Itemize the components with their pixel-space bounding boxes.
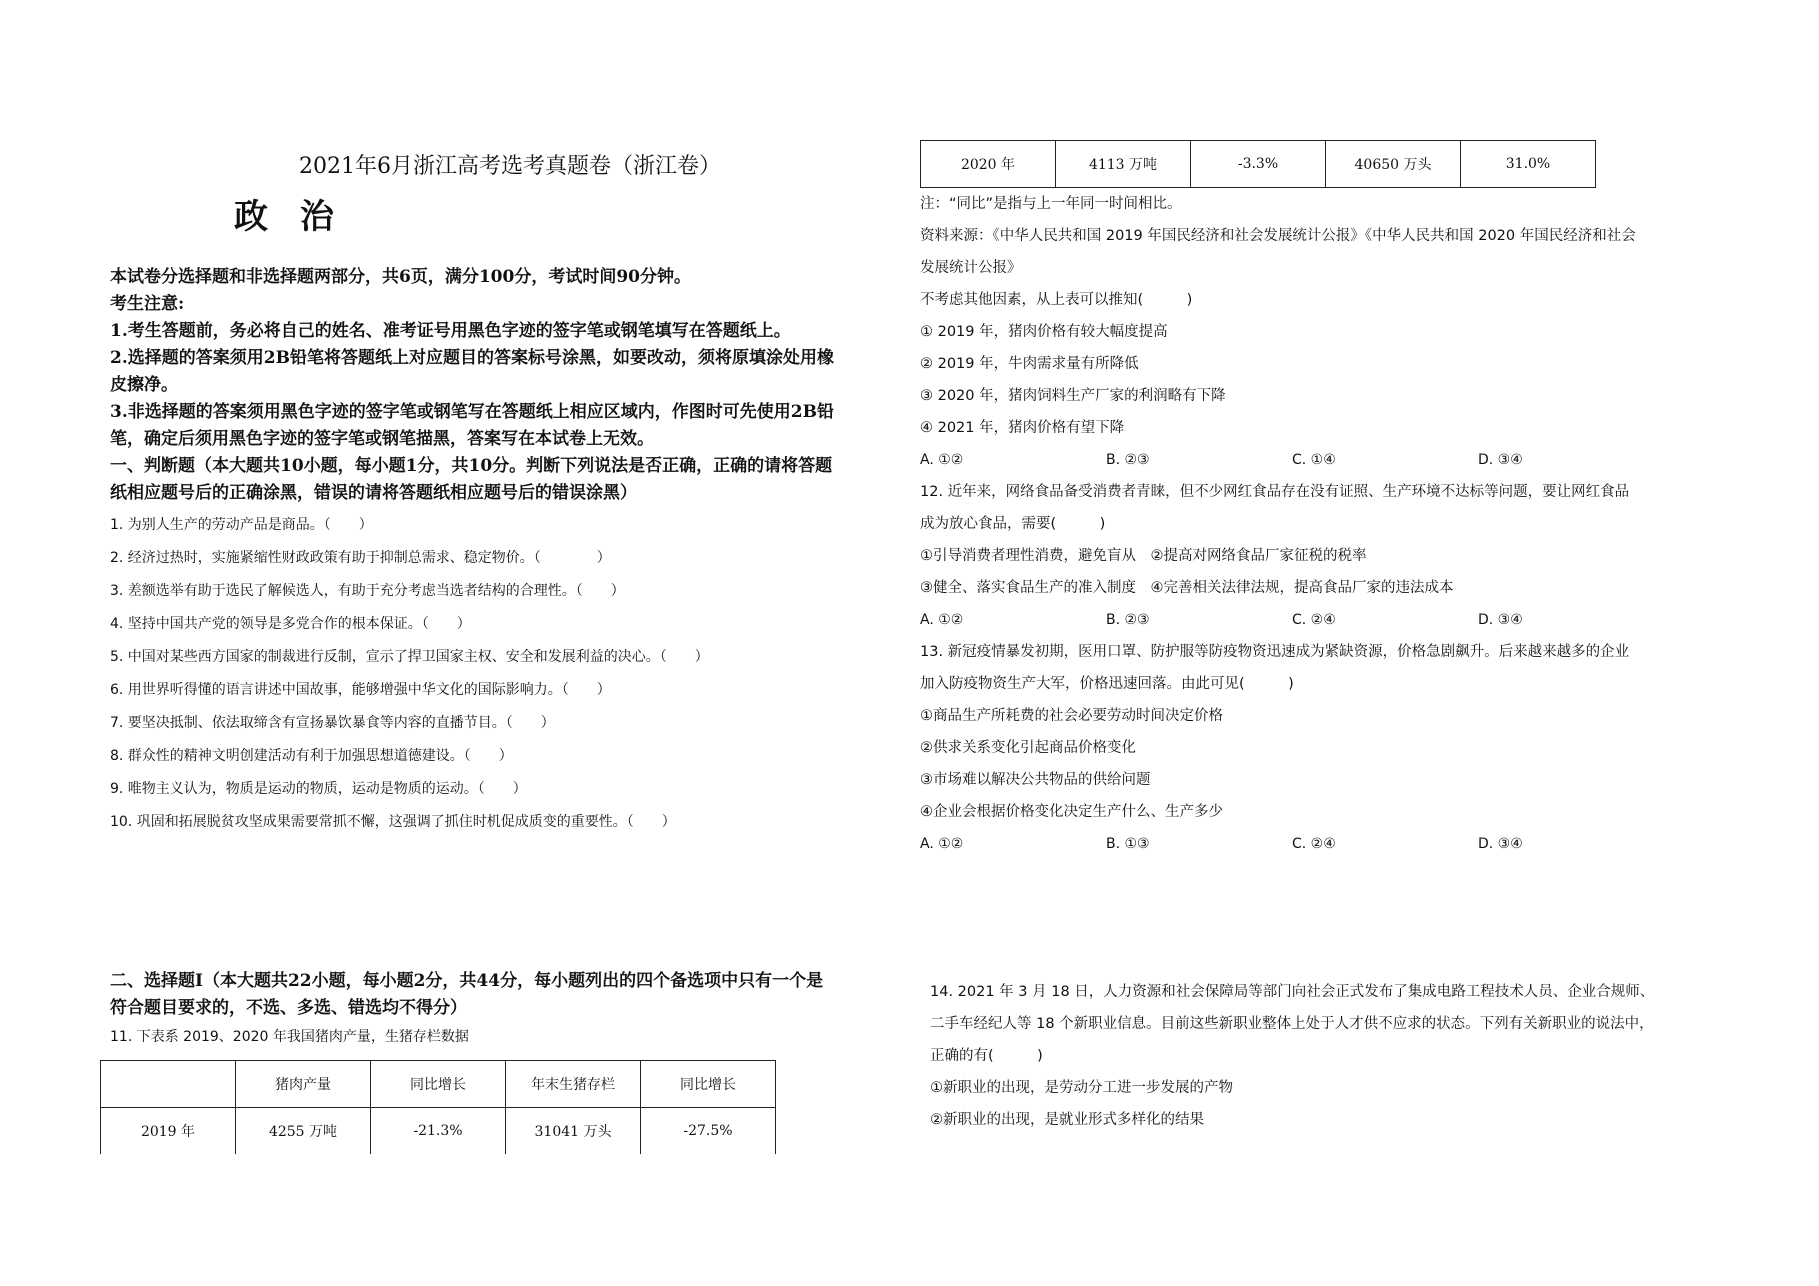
table-cell: 2019 年 (101, 1108, 236, 1155)
source-line: 发展统计公报》 (920, 260, 1022, 276)
judgment-questions (110, 509, 910, 839)
q14-line: 14. 2021 年 3 月 18 日，人力资源和社会保障局等部门向社会正式发布了集成电路工程技术人员、企业合规师、 (930, 984, 1655, 1000)
option-c: C. ①④ (1292, 452, 1336, 468)
table-cell: 4255 万吨 (236, 1108, 371, 1155)
instruction-line: 3.非选择题的答案须用黑色字迹的签字笔或钢笔写在答题纸上相应区域内，作图时可先使用2B铅 (110, 402, 834, 422)
statement: ④企业会根据价格变化决定生产什么、生产多少 (920, 804, 1223, 820)
q11-options (920, 444, 1720, 476)
option-b: B. ①③ (1106, 836, 1150, 852)
statement: ③市场难以解决公共物品的供给问题 (920, 772, 1151, 788)
table-cell: 31.0% (1461, 141, 1596, 188)
q12-options (920, 604, 1720, 636)
option-b: B. ②③ (1106, 452, 1150, 468)
q12-line: 12. 近年来，网络食品备受消费者青睐，但不少网红食品存在没有证照、生产环境不达标等问题，要让网红食品 (920, 484, 1630, 500)
question-item: 9. 唯物主义认为，物质是运动的物质，运动是物质的运动。（ ） (110, 781, 527, 797)
q13-line: 13. 新冠疫情暴发初期，医用口罩、防护服等防疫物资迅速成为紧缺资源，价格急剧飙升。后来越来越多的企业 (920, 644, 1630, 660)
question-item: 3. 差额选举有助于选民了解候选人，有助于充分考虑当选者结构的合理性。（ ） (110, 583, 625, 599)
option-b: B. ②③ (1106, 612, 1150, 628)
table-cell: 31041 万头 (506, 1108, 641, 1155)
right-column-bottom (930, 976, 1720, 1136)
question-item: 10. 巩固和拓展脱贫攻坚成果需要常抓不懈，这强调了抓住时机促成质变的重要性。（ ） (110, 814, 676, 830)
instruction-line: 笔，确定后须用黑色字迹的签字笔或钢笔描黑，答案写在本试卷上无效。 (110, 429, 654, 449)
option-d: D. ③④ (1478, 612, 1523, 628)
pork-data-table-top (100, 1060, 776, 1154)
section-2-heading (110, 968, 910, 1022)
section-1-heading (110, 453, 910, 507)
subject-title: 政 治 (234, 197, 344, 237)
section-heading-line: 二、选择题Ⅰ（本大题共22小题，每小题2分，共44分，每小题列出的四个备选项中只有一个是 (110, 971, 824, 991)
table-cell: -21.3% (371, 1108, 506, 1155)
table-row (101, 1108, 776, 1155)
instruction-line: 本试卷分选择题和非选择题两部分，共6页，满分100分，考试时间90分钟。 (110, 267, 691, 287)
option-a: A. ①② (920, 612, 964, 628)
section-heading-line: 符合题目要求的，不选、多选、错选均不得分） (110, 998, 467, 1018)
question-item: 2. 经济过热时，实施紧缩性财政政策有助于抑制总需求、稳定物价。（ ） (110, 550, 611, 566)
table-note: 注：“同比”是指与上一年同一时间相比。 (920, 196, 1182, 212)
option-c: C. ②④ (1292, 836, 1336, 852)
table-cell: -3.3% (1191, 141, 1326, 188)
question-item: 7. 要坚决抵制、依法取缔含有宣扬暴饮暴食等内容的直播节目。（ ） (110, 715, 555, 731)
instruction-line: 考生注意: (110, 294, 185, 314)
table-cell: -27.5% (641, 1108, 776, 1155)
statement: ① 2019 年，猪肉价格有较大幅度提高 (920, 324, 1168, 340)
statement: ②供求关系变化引起商品价格变化 (920, 740, 1136, 756)
instruction-line: 皮擦净。 (110, 375, 178, 395)
instruction-line: 2.选择题的答案须用2B铅笔将答题纸上对应题目的答案标号涂黑，如要改动，须将原填涂处用橡 (110, 348, 834, 368)
statement: ①商品生产所耗费的社会必要劳动时间决定价格 (920, 708, 1223, 724)
table-header-cell (101, 1061, 236, 1108)
left-column-bottom (110, 968, 910, 1154)
instructions (110, 264, 910, 453)
table-header-cell: 猪肉产量 (236, 1061, 371, 1108)
page-title: 2021年6月浙江高考选考真题卷（浙江卷） (299, 154, 721, 179)
table-cell: 40650 万头 (1326, 141, 1461, 188)
table-header-cell: 同比增长 (641, 1061, 776, 1108)
left-column-top (110, 150, 910, 839)
statement: ①引导消费者理性消费，避免盲从 ②提高对网络食品厂家征税的税率 (920, 548, 1367, 564)
right-column-top (920, 140, 1720, 860)
option-d: D. ③④ (1478, 452, 1523, 468)
table-header-cell: 年末生猪存栏 (506, 1061, 641, 1108)
q14-line: 正确的有( ) (930, 1048, 1043, 1064)
q13-options (920, 828, 1720, 860)
q13-line: 加入防疫物资生产大军，价格迅速回落。由此可见( ) (920, 676, 1294, 692)
option-d: D. ③④ (1478, 836, 1523, 852)
source-line: 资料来源：《中华人民共和国 2019 年国民经济和社会发展统计公报》《中华人民共和国 2020 年国民经济和社会 (920, 228, 1636, 244)
statement: ③健全、落实食品生产的准入制度 ④完善相关法律法规，提高食品厂家的违法成本 (920, 580, 1454, 596)
statement: ③ 2020 年，猪肉饲料生产厂家的利润略有下降 (920, 388, 1226, 404)
question-item: 5. 中国对某些西方国家的制裁进行反制，宣示了捍卫国家主权、安全和发展利益的决心。（ ） (110, 649, 709, 665)
table-cell: 4113 万吨 (1056, 141, 1191, 188)
pork-data-table-continued (920, 140, 1596, 188)
option-a: A. ①② (920, 452, 964, 468)
section-heading-line: 一、判断题（本大题共10小题，每小题1分，共10分。判断下列说法是否正确，正确的请将答题 (110, 456, 833, 476)
option-a: A. ①② (920, 836, 964, 852)
table-cell: 2020 年 (921, 141, 1056, 188)
statement: ② 2019 年，牛肉需求量有所降低 (920, 356, 1139, 372)
q11-intro: 11. 下表系 2019、2020 年我国猪肉产量，生猪存栏数据 (110, 1029, 469, 1045)
q12-line: 成为放心食品，需要( ) (920, 516, 1106, 532)
statement: ①新职业的出现，是劳动分工进一步发展的产物 (930, 1080, 1233, 1096)
question-item: 1. 为别人生产的劳动产品是商品。（ ） (110, 517, 373, 533)
statement: ②新职业的出现，是就业形式多样化的结果 (930, 1112, 1204, 1128)
question-item: 4. 坚持中国共产党的领导是多党合作的根本保证。（ ） (110, 616, 471, 632)
option-c: C. ②④ (1292, 612, 1336, 628)
table-header-cell: 同比增长 (371, 1061, 506, 1108)
table-row (921, 141, 1596, 188)
instruction-line: 1.考生答题前，务必将自己的姓名、准考证号用黑色字迹的签字笔或钢笔填写在答题纸上。 (110, 321, 791, 341)
question-item: 6. 用世界听得懂的语言讲述中国故事，能够增强中华文化的国际影响力。（ ） (110, 682, 611, 698)
q11-question: 不考虑其他因素，从上表可以推知( ) (920, 292, 1193, 308)
table-header-row (101, 1061, 776, 1108)
section-heading-line: 纸相应题号后的正确涂黑，错误的请将答题纸相应题号后的错误涂黑） (110, 483, 637, 503)
question-item: 8. 群众性的精神文明创建活动有利于加强思想道德建设。（ ） (110, 748, 513, 764)
statement: ④ 2021 年，猪肉价格有望下降 (920, 420, 1125, 436)
q14-line: 二手车经纪人等 18 个新职业信息。目前这些新职业整体上处于人才供不应求的状态。下列有关新职业的说法中， (930, 1016, 1654, 1032)
